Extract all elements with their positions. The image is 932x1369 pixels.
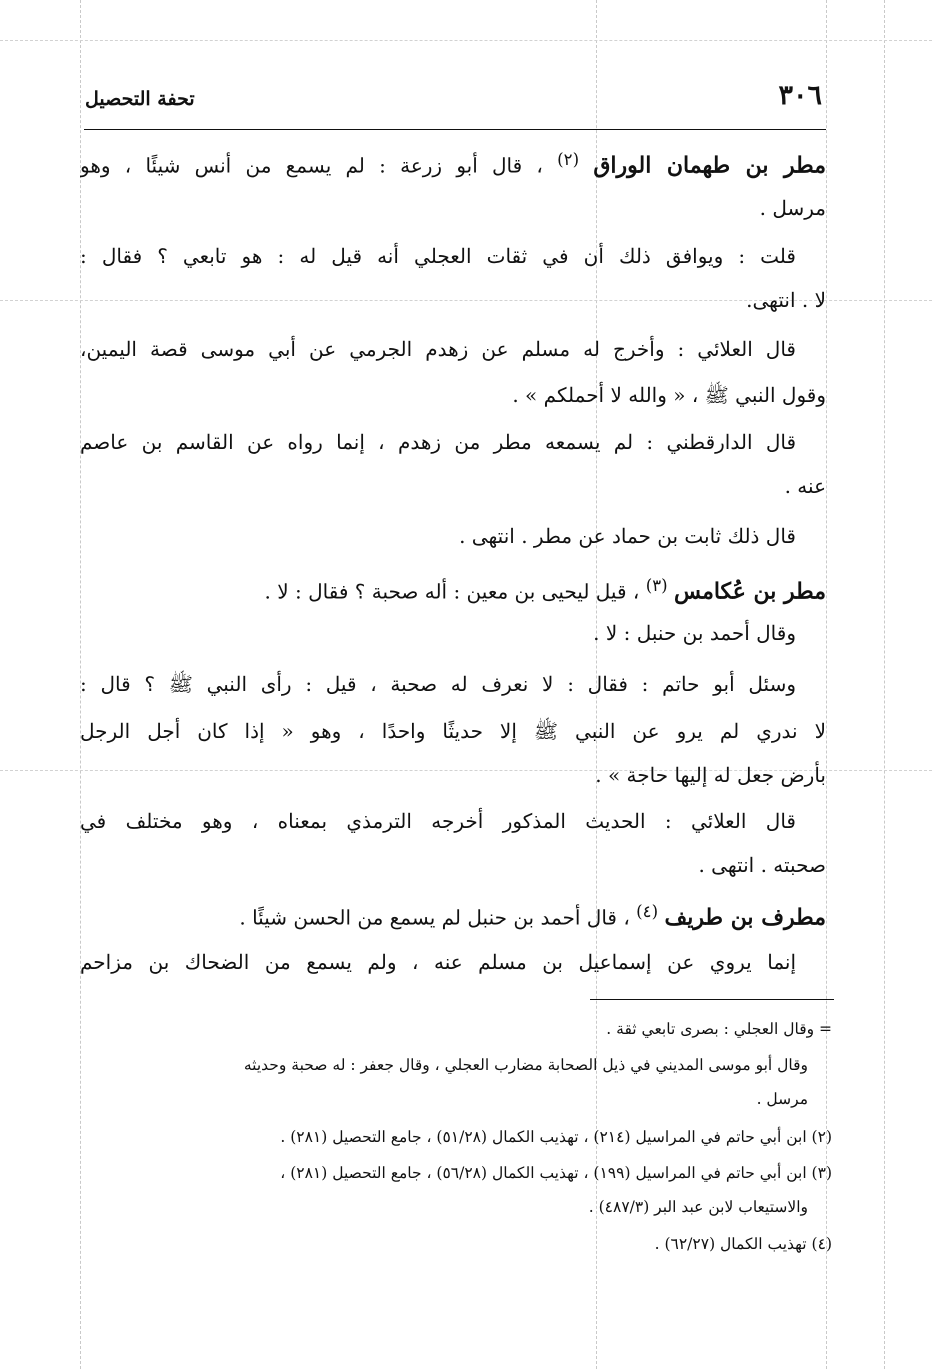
text-line: وقول النبي ﷺ ، « والله لا أحملكم » . [512, 383, 826, 407]
running-title: تحفة التحصيل [85, 88, 195, 110]
text-line: عنه . [784, 474, 826, 498]
footnote-line: = وقال العجلي : بصرى تابعي ثقة . [606, 1020, 832, 1038]
text-line: لا ندري لم يرو عن النبي ﷺ إلا حديثًا واحدًا ، وهو « إذا كان أجل الرجل [80, 719, 826, 743]
header-rule [84, 129, 826, 130]
text-line: قال العلائي : الحديث المذكور أخرجه الترمذي بمعناه ، وهو مختلف في [80, 809, 796, 833]
text-span: ، قال أحمد بن حنبل لم يسمع من الحسن شيئًا . [239, 905, 630, 930]
text-line [80, 564, 826, 608]
text-line: قال الدارقطني : لم يسمعه مطر من زهدم ، إنما رواه عن القاسم بن عاصم [80, 430, 796, 454]
entry-heading: مطر بن عُكامس [674, 578, 826, 605]
footnote-line: (٢) ابن أبي حاتم في المراسيل (٢١٤) ، تهذيب الكمال (٥١/٢٨) ، جامع التحصيل (٢٨١) . [280, 1128, 832, 1146]
text-span: ، قيل ليحيى بن معين : أله صحبة ؟ فقال : لا . [264, 579, 640, 604]
footnote-line: (٣) ابن أبي حاتم في المراسيل (١٩٩) ، تهذيب الكمال (٥٦/٢٨) ، جامع التحصيل (٢٨١) ، [280, 1164, 832, 1182]
text-line: قال ذلك ثابت بن حماد عن مطر . انتهى . [459, 524, 796, 548]
entry-heading: مطر بن طهمان الوراق [593, 152, 826, 179]
footnote-ref: (٤) [636, 902, 659, 921]
scan-guide-line [884, 0, 885, 1369]
footnote-rule [590, 999, 834, 1000]
footnote-line: وقال أبو موسى المديني في ذيل الصحابة مضارب العجلي ، وقال جعفر : له صحبة وحديثه [243, 1056, 808, 1074]
scan-guide-line [0, 40, 932, 41]
footnote-ref: (٣) [645, 576, 668, 595]
text-line [80, 890, 826, 934]
entry-heading: مطرف بن طريف [664, 904, 826, 931]
text-line: وقال أحمد بن حنبل : لا . [593, 621, 796, 645]
page-number: ٣٠٦ [778, 80, 822, 111]
text-line: مرسل . [759, 196, 826, 220]
text-line: لا . انتهى. [746, 288, 826, 312]
text-line: وسئل أبو حاتم : فقال : لا نعرف له صحبة ، قيل : رأى النبي ﷺ ؟ قال : [80, 672, 796, 696]
text-line: قال العلائي : وأخرج له مسلم عن زهدم الجرمي عن أبي موسى قصة اليمين، [80, 337, 796, 361]
text-line: إنما يروي عن إسماعيل بن مسلم عنه ، ولم يسمع من الضحاك بن مزاحم [80, 950, 796, 974]
text-line: قلت : ويوافق ذلك أن في ثقات العجلي أنه قيل له : هو تابعي ؟ فقال : [80, 244, 796, 268]
footnote-line: والاستيعاب لابن عبد البر (٤٨٧/٣) . [588, 1198, 808, 1216]
footnote-ref: (٢) [557, 150, 580, 169]
text-span: ، قال أبو زرعة : لم يسمع من أنس شيئًا ، وهو [80, 153, 543, 178]
footnote-line: (٤) تهذيب الكمال (٦٢/٢٧) . [654, 1235, 832, 1253]
text-line: صحبته . انتهى . [698, 853, 826, 877]
footnote-line: مرسل . [756, 1090, 808, 1108]
text-line [80, 138, 826, 182]
text-line: بأرض جعل له إليها حاجة » . [595, 763, 826, 787]
